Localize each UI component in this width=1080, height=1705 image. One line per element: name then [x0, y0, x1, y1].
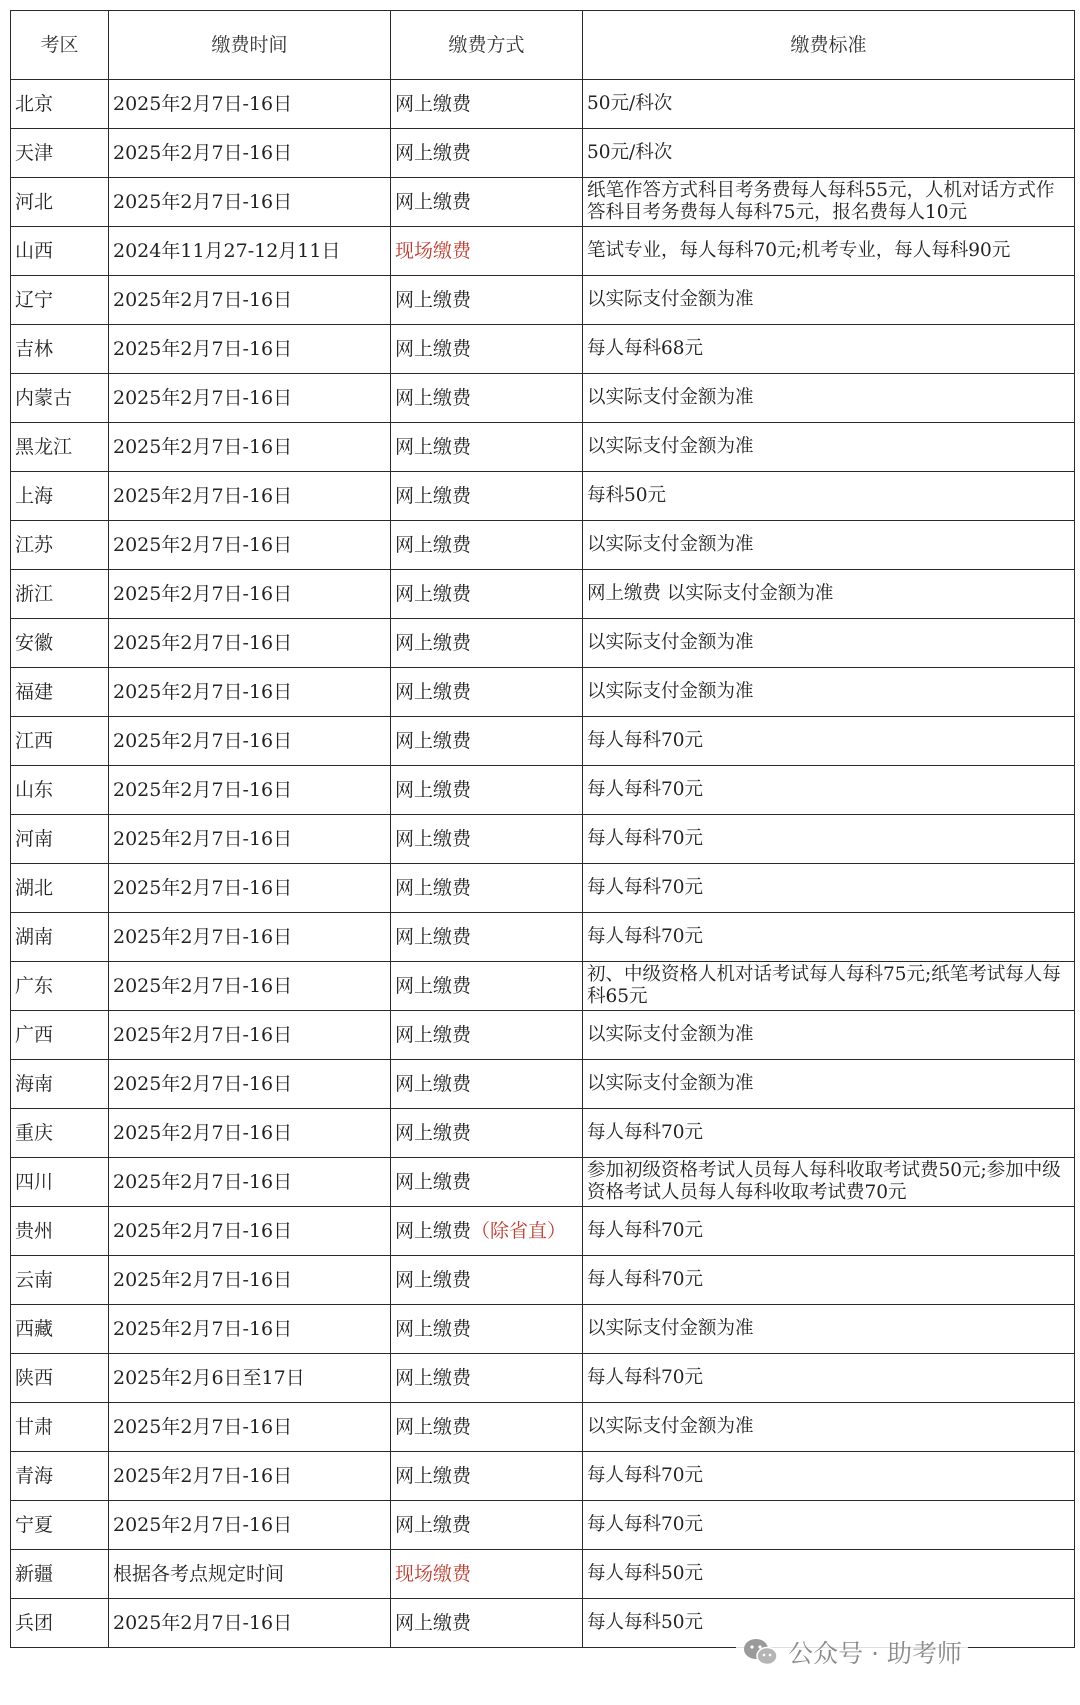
cell-region: 重庆: [11, 1109, 109, 1158]
table-row: [11, 1060, 1075, 1109]
header-row: [11, 11, 1075, 80]
cell-method: [391, 276, 583, 325]
table-row: [11, 962, 1075, 1011]
cell-time: 2025年2月6日至17日: [109, 1354, 391, 1403]
cell-standard: 每人每科50元: [583, 1599, 1075, 1648]
table-row: [11, 1354, 1075, 1403]
cell-standard: 以实际支付金额为准: [583, 276, 1075, 325]
method-text: 网上缴费: [395, 1122, 472, 1144]
cell-method: [391, 619, 583, 668]
table-row: [11, 521, 1075, 570]
cell-method: [391, 668, 583, 717]
cell-standard: 每人每科70元: [583, 1109, 1075, 1158]
cell-region: 湖北: [11, 864, 109, 913]
method-text: 网上缴费: [395, 338, 472, 360]
cell-method: [391, 178, 583, 227]
cell-method: [391, 80, 583, 129]
cell-method: [391, 1207, 583, 1256]
cell-standard: 每人每科70元: [583, 1501, 1075, 1550]
table-row: [11, 864, 1075, 913]
cell-region: 上海: [11, 472, 109, 521]
table-row: [11, 1452, 1075, 1501]
table-row: [11, 374, 1075, 423]
cell-time: 根据各考点规定时间: [109, 1550, 391, 1599]
table-row: [11, 472, 1075, 521]
method-text: 网上缴费: [395, 583, 472, 605]
cell-standard: 纸笔作答方式科目考务费每人每科55元，人机对话方式作答科目考务费每人每科75元，报名费每人10元: [583, 178, 1075, 227]
table-row: [11, 325, 1075, 374]
method-text: 网上缴费: [395, 1073, 472, 1095]
cell-method: [391, 1109, 583, 1158]
cell-standard: 以实际支付金额为准: [583, 1011, 1075, 1060]
cell-time: 2025年2月7日-16日: [109, 619, 391, 668]
cell-region: 福建: [11, 668, 109, 717]
cell-time: 2025年2月7日-16日: [109, 276, 391, 325]
cell-time: 2025年2月7日-16日: [109, 1207, 391, 1256]
table-row: [11, 276, 1075, 325]
cell-method: [391, 815, 583, 864]
cell-standard: 以实际支付金额为准: [583, 374, 1075, 423]
cell-region: 江苏: [11, 521, 109, 570]
cell-region: 甘肃: [11, 1403, 109, 1452]
cell-standard: 每人每科70元: [583, 1354, 1075, 1403]
method-text: 网上缴费: [395, 926, 472, 948]
cell-region: 云南: [11, 1256, 109, 1305]
cell-method: [391, 1599, 583, 1648]
cell-region: 兵团: [11, 1599, 109, 1648]
method-text: 网上缴费: [395, 1269, 472, 1291]
cell-region: 安徽: [11, 619, 109, 668]
cell-standard: 每人每科68元: [583, 325, 1075, 374]
cell-method: [391, 423, 583, 472]
table-row: [11, 766, 1075, 815]
header-method: 缴费方式: [391, 11, 583, 80]
cell-region: 天津: [11, 129, 109, 178]
cell-method: [391, 1550, 583, 1599]
cell-standard: 每科50元: [583, 472, 1075, 521]
cell-time: 2025年2月7日-16日: [109, 1011, 391, 1060]
cell-time: 2025年2月7日-16日: [109, 129, 391, 178]
cell-method: [391, 570, 583, 619]
method-text: 网上缴费: [395, 93, 472, 115]
cell-region: 河北: [11, 178, 109, 227]
cell-method: [391, 962, 583, 1011]
table-row: [11, 1256, 1075, 1305]
cell-time: 2025年2月7日-16日: [109, 178, 391, 227]
cell-time: 2025年2月7日-16日: [109, 1158, 391, 1207]
cell-time: 2025年2月7日-16日: [109, 374, 391, 423]
table-row: [11, 80, 1075, 129]
cell-region: 陕西: [11, 1354, 109, 1403]
method-text: 现场缴费: [395, 1563, 472, 1585]
cell-method: [391, 864, 583, 913]
cell-method: [391, 1452, 583, 1501]
cell-region: 贵州: [11, 1207, 109, 1256]
cell-time: 2025年2月7日-16日: [109, 1305, 391, 1354]
method-text: 网上缴费: [395, 1465, 472, 1487]
cell-standard: 每人每科70元: [583, 766, 1075, 815]
wechat-icon: [742, 1636, 780, 1668]
cell-standard: 每人每科70元: [583, 717, 1075, 766]
cell-region: 浙江: [11, 570, 109, 619]
cell-standard: 以实际支付金额为准: [583, 1403, 1075, 1452]
table-row: [11, 1207, 1075, 1256]
watermark-text: 公众号 · 助考师: [788, 1639, 962, 1668]
cell-standard: 50元/科次: [583, 129, 1075, 178]
cell-time: 2025年2月7日-16日: [109, 815, 391, 864]
table-row: [11, 1158, 1075, 1207]
cell-time: 2025年2月7日-16日: [109, 423, 391, 472]
cell-method: [391, 1354, 583, 1403]
cell-standard: 每人每科70元: [583, 1256, 1075, 1305]
fee-table: [10, 10, 1075, 1648]
cell-method: [391, 325, 583, 374]
cell-standard: 以实际支付金额为准: [583, 423, 1075, 472]
method-text: 网上缴费: [395, 387, 472, 409]
cell-method: [391, 472, 583, 521]
header-time: 缴费时间: [109, 11, 391, 80]
cell-standard: 50元/科次: [583, 80, 1075, 129]
method-text: 网上缴费: [395, 1318, 472, 1340]
cell-region: 新疆: [11, 1550, 109, 1599]
cell-method: [391, 717, 583, 766]
cell-time: 2025年2月7日-16日: [109, 864, 391, 913]
method-text: 网上缴费: [395, 1514, 472, 1536]
cell-region: 广西: [11, 1011, 109, 1060]
cell-time: 2025年2月7日-16日: [109, 1599, 391, 1648]
cell-method: [391, 766, 583, 815]
table-row: [11, 1011, 1075, 1060]
cell-method: [391, 913, 583, 962]
method-text: 网上缴费: [395, 975, 472, 997]
cell-time: 2025年2月7日-16日: [109, 766, 391, 815]
method-text: 网上缴费: [395, 1220, 472, 1242]
method-text: 网上缴费: [395, 877, 472, 899]
cell-standard: 每人每科70元: [583, 1207, 1075, 1256]
cell-standard: 参加初级资格考试人员每人每科收取考试费50元;参加中级资格考试人员每人每科收取考试费70元: [583, 1158, 1075, 1207]
cell-region: 内蒙古: [11, 374, 109, 423]
cell-standard: 初、中级资格人机对话考试每人每科75元;纸笔考试每人每科65元: [583, 962, 1075, 1011]
cell-standard: 以实际支付金额为准: [583, 1305, 1075, 1354]
method-text: 网上缴费: [395, 485, 472, 507]
method-text: 网上缴费: [395, 436, 472, 458]
cell-time: 2025年2月7日-16日: [109, 717, 391, 766]
cell-standard: 每人每科70元: [583, 1452, 1075, 1501]
table-row: [11, 423, 1075, 472]
table-row: [11, 913, 1075, 962]
cell-region: 黑龙江: [11, 423, 109, 472]
cell-region: 吉林: [11, 325, 109, 374]
cell-region: 山东: [11, 766, 109, 815]
cell-time: 2025年2月7日-16日: [109, 80, 391, 129]
table-row: [11, 227, 1075, 276]
cell-standard: 以实际支付金额为准: [583, 1060, 1075, 1109]
cell-region: 湖南: [11, 913, 109, 962]
table-row: [11, 570, 1075, 619]
method-text: 网上缴费: [395, 142, 472, 164]
method-text: 网上缴费: [395, 632, 472, 654]
cell-time: 2025年2月7日-16日: [109, 1109, 391, 1158]
table-row: [11, 1403, 1075, 1452]
method-text: 现场缴费: [395, 240, 472, 262]
method-text: 网上缴费: [395, 1024, 472, 1046]
cell-standard: 每人每科70元: [583, 913, 1075, 962]
cell-region: 四川: [11, 1158, 109, 1207]
cell-time: 2025年2月7日-16日: [109, 1403, 391, 1452]
cell-method: [391, 1403, 583, 1452]
cell-time: 2025年2月7日-16日: [109, 1256, 391, 1305]
cell-standard: 每人每科70元: [583, 815, 1075, 864]
method-text: 网上缴费: [395, 289, 472, 311]
cell-method: [391, 129, 583, 178]
cell-time: 2025年2月7日-16日: [109, 472, 391, 521]
cell-region: 江西: [11, 717, 109, 766]
cell-region: 青海: [11, 1452, 109, 1501]
cell-time: 2025年2月7日-16日: [109, 1060, 391, 1109]
header-region: 考区: [11, 11, 109, 80]
cell-standard: 网上缴费 以实际支付金额为准: [583, 570, 1075, 619]
watermark: [736, 1634, 968, 1670]
cell-time: 2025年2月7日-16日: [109, 570, 391, 619]
table-row: [11, 178, 1075, 227]
header-standard: 缴费标准: [583, 11, 1075, 80]
table-body: [11, 80, 1075, 1648]
method-text: 网上缴费: [395, 779, 472, 801]
table-row: [11, 1550, 1075, 1599]
cell-method: [391, 227, 583, 276]
cell-method: [391, 1158, 583, 1207]
method-text: 网上缴费: [395, 828, 472, 850]
method-text: 网上缴费: [395, 1367, 472, 1389]
cell-method: [391, 1011, 583, 1060]
cell-method: [391, 1060, 583, 1109]
cell-region: 辽宁: [11, 276, 109, 325]
method-text: 网上缴费: [395, 730, 472, 752]
cell-standard: 笔试专业，每人每科70元;机考专业，每人每科90元: [583, 227, 1075, 276]
cell-standard: 以实际支付金额为准: [583, 619, 1075, 668]
cell-region: 海南: [11, 1060, 109, 1109]
table-row: [11, 1305, 1075, 1354]
cell-standard: 以实际支付金额为准: [583, 521, 1075, 570]
method-text: 网上缴费: [395, 191, 472, 213]
cell-region: 广东: [11, 962, 109, 1011]
table-row: [11, 1109, 1075, 1158]
cell-method: [391, 374, 583, 423]
method-text: 网上缴费: [395, 1171, 472, 1193]
table-row: [11, 129, 1075, 178]
cell-standard: 每人每科50元: [583, 1550, 1075, 1599]
cell-method: [391, 1305, 583, 1354]
cell-region: 山西: [11, 227, 109, 276]
table-row: [11, 717, 1075, 766]
cell-region: 河南: [11, 815, 109, 864]
cell-method: [391, 1256, 583, 1305]
cell-time: 2025年2月7日-16日: [109, 521, 391, 570]
cell-standard: 以实际支付金额为准: [583, 668, 1075, 717]
cell-time: 2025年2月7日-16日: [109, 962, 391, 1011]
cell-method: [391, 1501, 583, 1550]
method-text: 网上缴费: [395, 681, 472, 703]
cell-region: 西藏: [11, 1305, 109, 1354]
cell-time: 2025年2月7日-16日: [109, 1452, 391, 1501]
method-text: 网上缴费: [395, 1416, 472, 1438]
table-row: [11, 619, 1075, 668]
table-row: [11, 815, 1075, 864]
cell-time: 2025年2月7日-16日: [109, 1501, 391, 1550]
cell-time: 2024年11月27-12月11日: [109, 227, 391, 276]
cell-time: 2025年2月7日-16日: [109, 913, 391, 962]
cell-region: 北京: [11, 80, 109, 129]
table-row: [11, 1501, 1075, 1550]
cell-time: 2025年2月7日-16日: [109, 325, 391, 374]
cell-region: 宁夏: [11, 1501, 109, 1550]
method-note: （除省直）: [471, 1220, 567, 1242]
method-text: 网上缴费: [395, 534, 472, 556]
cell-method: [391, 521, 583, 570]
method-text: 网上缴费: [395, 1612, 472, 1634]
cell-standard: 每人每科70元: [583, 864, 1075, 913]
table-row: [11, 668, 1075, 717]
cell-time: 2025年2月7日-16日: [109, 668, 391, 717]
